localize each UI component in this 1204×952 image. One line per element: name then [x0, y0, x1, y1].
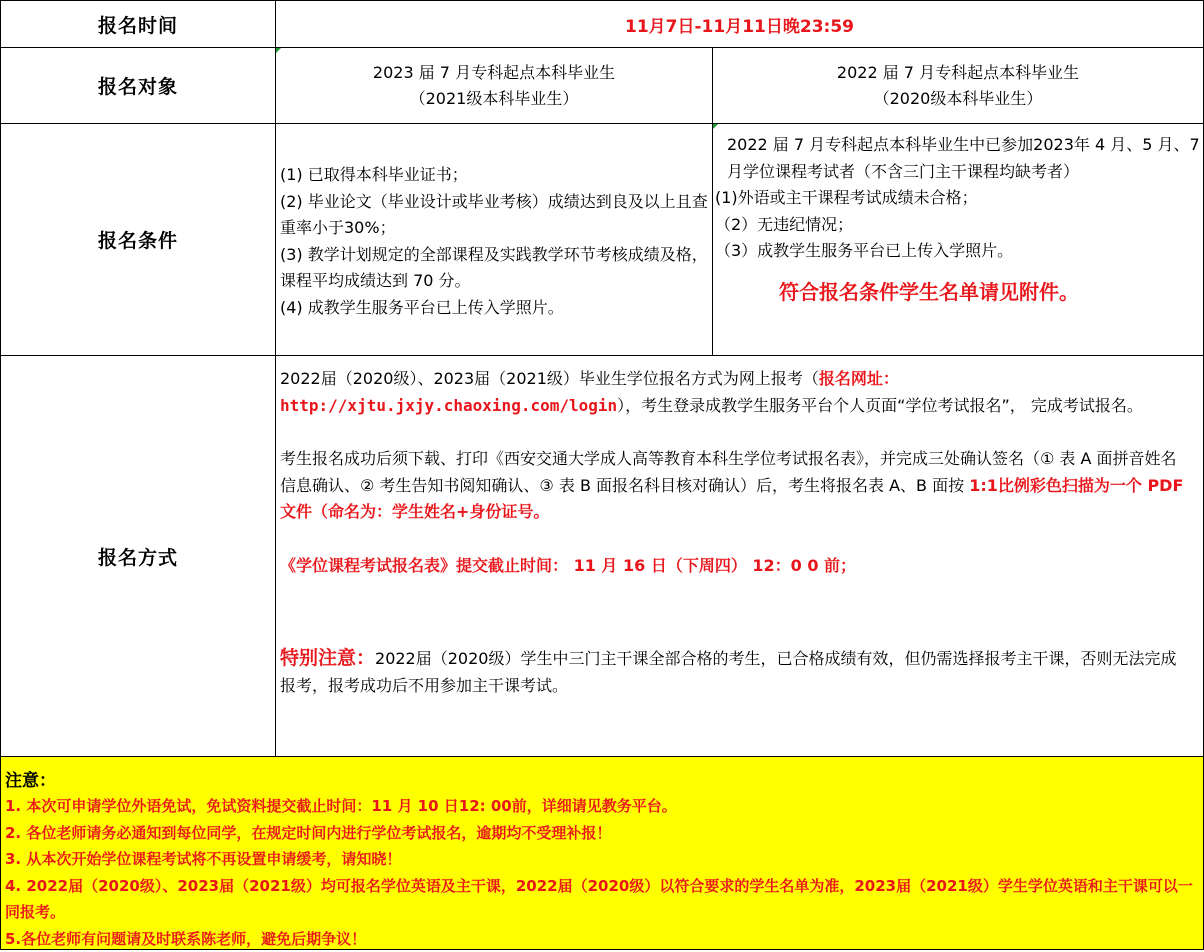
- method-p1-end: ），考生登录成教学生服务平台个人页面“学位考试报名”， 完成考试报名。: [617, 396, 1143, 415]
- target-2022-line2: （2020级本科毕业生）: [874, 86, 1043, 112]
- notice-item: 2. 各位老师请务必通知到每位同学，在规定时间内进行学位考试报名，逾期均不受理补报！: [5, 820, 1199, 847]
- notice-item: 4. 2022届（2020级）、2023届（2021级）均可报名学位英语及主干课，2022届（2020级）以符合要求的学生名单为准，2023届（2021级）学生学位英语和主干课可以一同报考。: [5, 873, 1199, 926]
- row-registration-time: [1, 1, 1203, 48]
- method-p2-red: 1:1比例彩色扫描为一个 PDF 文件（命名为：学生姓名+身份证号。: [280, 476, 1183, 522]
- condition-item: （3）成教学生服务平台已上传入学照片。: [715, 238, 1203, 265]
- notice-item: 5.各位老师有问题请及时联系陈老师，避免后期争议！: [5, 926, 1199, 952]
- cell-comment-mark: [713, 124, 718, 129]
- notice-item: 3. 从本次开始学位课程考试将不再设置申请缓考，请知晓！: [5, 846, 1199, 873]
- cell-comment-mark: [276, 48, 281, 53]
- row-registration-target: [1, 48, 1203, 124]
- method-p2-start: 考生报名成功后须下载、打印《西安交通大学成人高等教育本科生学位考试报名表》，并完成三处确认签名（① 表 A 面拼音姓名信息确认、② 考生告知书阅知确认、③ 表 B 面报名科目核对确认）后，考生将报名表 A、B 面按: [280, 449, 1177, 495]
- notice-item: 1. 本次可申请学位外语免试，免试资料提交截止时间：11 月 10 日12: 00前，详细请见教务平台。: [5, 793, 1199, 820]
- registration-method-content: [276, 356, 1203, 756]
- special-note: [280, 645, 1191, 699]
- condition-item: （2）无违纪情况；: [715, 212, 1203, 239]
- condition-item: (2) 毕业论文（毕业设计或毕业考核）成绩达到良及以上且查重率小于30%；: [280, 189, 712, 242]
- target-2022-line1: 2022 届 7 月专科起点本科毕业生: [837, 60, 1079, 86]
- condition-item: (4) 成教学生服务平台已上传入学照片。: [280, 295, 712, 322]
- attachment-note: 符合报名条件学生名单请见附件。: [715, 279, 1203, 306]
- method-paragraph-online: [280, 366, 1191, 419]
- method-paragraph-scan: [280, 446, 1191, 526]
- notice-box: [1, 757, 1203, 949]
- registration-url-link[interactable]: http://xjtu.jxjy.chaoxing.com/login: [280, 396, 617, 415]
- conditions-2022: [713, 124, 1203, 355]
- condition-item: (3) 教学计划规定的全部课程及实践教学环节考核成绩及格，课程平均成绩达到 70 分。: [280, 242, 712, 295]
- site-label: 报名网址：: [819, 369, 899, 388]
- submission-deadline: 《学位课程考试报名表》提交截止时间： 11 月 16 日（下周四） 12：0 0 前；: [280, 553, 1191, 580]
- registration-time-value: 11月7日-11月11日晚23:59: [276, 1, 1203, 47]
- row-registration-conditions: [1, 124, 1203, 356]
- target-2022: [713, 48, 1203, 123]
- notice-title: 注意：: [5, 769, 1199, 793]
- condition-item: (1) 已取得本科毕业证书；: [280, 162, 712, 189]
- method-p1-start: 2022届（2020级）、2023届（2021级）毕业生学位报名方式为网上报考（: [280, 369, 819, 388]
- label-registration-target: 报名对象: [1, 48, 276, 123]
- special-note-label: 特别注意：: [280, 647, 375, 669]
- label-registration-conditions: 报名条件: [1, 124, 276, 355]
- label-registration-time: 报名时间: [1, 1, 276, 47]
- conditions-2023: [276, 124, 713, 355]
- conditions-2022-intro: 2022 届 7 月专科起点本科毕业生中已参加2023年 4 月、5 月、7 月学位课程考试者（不含三门主干课程均缺考者）: [715, 132, 1203, 185]
- target-2023-line2: （2021级本科毕业生）: [410, 86, 579, 112]
- condition-item: (1)外语或主干课程考试成绩未合格；: [715, 185, 1203, 212]
- target-2023-line1: 2023 届 7 月专科起点本科毕业生: [373, 60, 615, 86]
- label-registration-method: 报名方式: [1, 356, 276, 756]
- row-registration-method: [1, 356, 1203, 757]
- special-note-text: 2022届（2020级）学生中三门主干课全部合格的考生，已合格成绩有效，但仍需选择报考主干课，否则无法完成报考，报考成功后不用参加主干课考试。: [280, 649, 1176, 695]
- target-2023: [276, 48, 713, 123]
